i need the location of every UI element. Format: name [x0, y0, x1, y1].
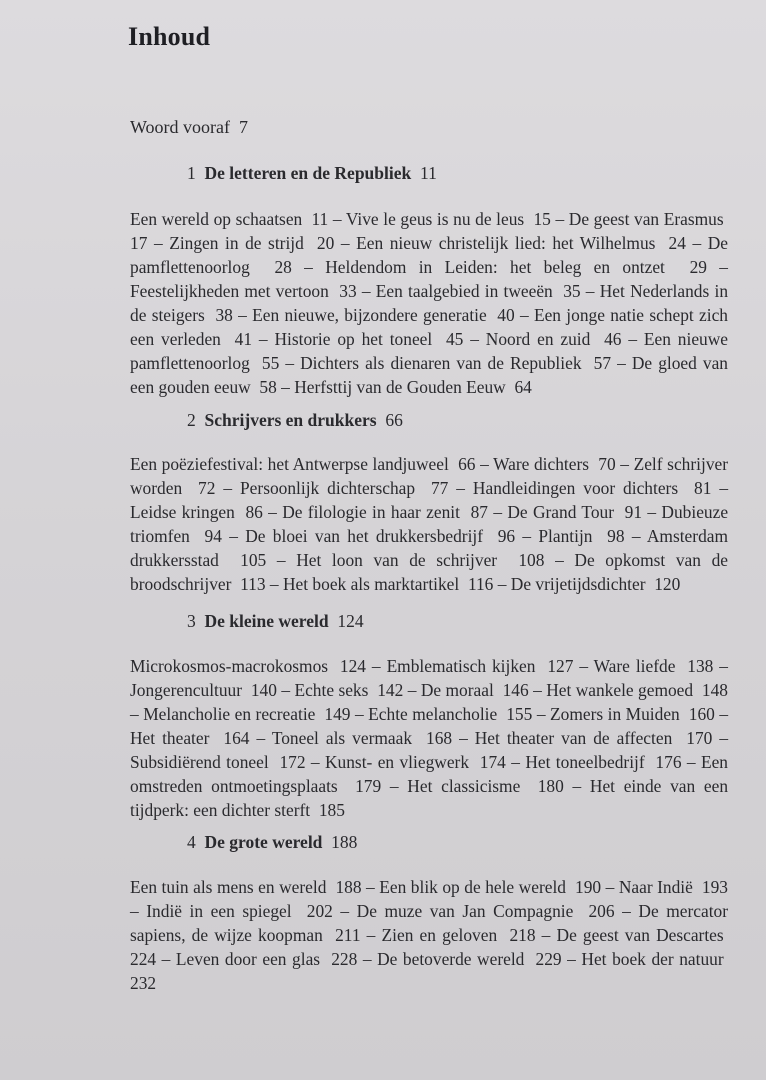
toc-entry-title: Een nieuwe pamflettenoorlog: [130, 329, 729, 373]
chapter-entries: Een tuin als mens en wereld 188 – Een blik op de hele wereld 190 – Naar Indië 193 – Indië in een spiegel 202 – De muze van Jan Compagnie 206 – De mercator sapiens, de wijze koopman 211 – Zien en geloven 218 – De geest van Descartes 224 – Leven door een glas 228 – De betoverde wereld 229 – Het boek der natuur 232: [130, 877, 729, 993]
toc-entry: [294, 377, 532, 397]
toc-entry: [357, 901, 615, 921]
toc-entry-page: 202: [306, 901, 333, 921]
toc-entry-title: De bloei van het drukkersbedrijf: [245, 526, 484, 546]
toc-entry-title: Heldendom in Leiden: het beleg en ontzet: [325, 257, 665, 277]
toc-entry-page: 81: [694, 478, 712, 498]
toc-entry-title: Een wereld op schaatsen: [130, 209, 303, 229]
chapter-number: 4: [187, 832, 196, 852]
toc-entry-title: Een nieuw christelijk lied: het Wilhelmus: [356, 233, 656, 253]
toc-entry: [272, 728, 452, 748]
toc-entry-title: Microkosmos-macrokosmos: [130, 656, 329, 676]
toc-entry: [594, 656, 714, 676]
chapter-number: 1: [187, 163, 196, 183]
toc-entry-title: De filologie in haar zenit: [282, 502, 460, 522]
toc-entry-page: 70: [598, 454, 616, 474]
toc-entry-page: 188: [335, 877, 362, 897]
toc-entry-title: De pamflettenoorlog: [130, 233, 729, 277]
toc-entry-title: Zelf schrijver worden: [130, 454, 729, 498]
chapter-page: 11: [420, 163, 437, 183]
toc-entry-page: 127: [547, 656, 574, 676]
toc-entry-page: 35: [563, 281, 581, 301]
toc-entry-page: 170: [686, 728, 713, 748]
foreword-entry: [130, 117, 248, 138]
chapter-heading: [187, 832, 357, 853]
toc-entry: [619, 877, 728, 897]
chapter-heading: [187, 611, 364, 632]
toc-entry-title: Toneel als vermaak: [271, 728, 413, 748]
toc-entry-title: Een taalgebied in tweeën: [375, 281, 553, 301]
toc-entry-page: 105: [240, 550, 267, 570]
toc-entry: [346, 209, 551, 229]
toc-entry-page: 87: [470, 502, 488, 522]
toc-entry-title: Zien en geloven: [381, 925, 498, 945]
toc-entry-title: Het classicisme: [407, 776, 521, 796]
toc-entry-page: 40: [497, 305, 515, 325]
toc-entry-title: Het loon van de schrijver: [296, 550, 498, 570]
toc-entry-page: 228: [331, 949, 358, 969]
toc-entry: [240, 478, 448, 498]
toc-entry-page: 11: [311, 209, 329, 229]
chapter-title: De letteren en de Republiek: [204, 163, 412, 183]
foreword-title: Woord vooraf: [130, 117, 231, 137]
toc-entry-title: Dubieuze triomfen: [130, 502, 729, 546]
toc-entry-page: 86: [245, 502, 263, 522]
toc-entry: [176, 949, 357, 969]
toc-entry-page: 66: [458, 454, 476, 474]
toc-entry-title: Ware dichters: [493, 454, 590, 474]
toc-entry-title: Ware liefde: [593, 656, 676, 676]
toc-entry-title: De Grand Tour: [507, 502, 615, 522]
toc-entry: [377, 949, 562, 969]
toc-entry-title: Indië in een spiegel: [146, 901, 292, 921]
toc-entry-title: De betoverde wereld: [377, 949, 525, 969]
toc-entry: [486, 329, 622, 349]
toc-entry: [130, 454, 475, 474]
toc-entry: [421, 680, 529, 700]
toc-entry-title: De gloed van een gouden eeuw: [130, 353, 729, 397]
toc-entry-page: 98: [607, 526, 625, 546]
toc-entry-page: 206: [588, 901, 615, 921]
toc-entry-title: Echte melancholie: [368, 704, 498, 724]
chapter-entries: Een poëziefestival: het Antwerpse landjuweel 66 – Ware dichters 70 – Zelf schrijver worden 72 – Persoonlijk dichterschap 77 – Handleidingen voor dichters 81 – Leidse kringen 86 – De filologie in haar zenit 87 – De Grand Tour 91 – Dubieuze triomfen 94 – De bloei van het drukkersbedrijf 96 – Plantijn 98 – Amsterdam drukkersstad 105 – Het loon van de schrijver 108 – De opkomst van de broodschrijver 113 – Het boek als marktartikel 116 – De vrijetijdsdichter 120: [130, 454, 729, 594]
toc-entry-title: Noord en zuid: [485, 329, 591, 349]
toc-entry-title: Feestelijkheden met vertoon: [130, 281, 329, 301]
toc-entry-title: Het Nederlands in de steigers: [130, 281, 729, 325]
chapter-entries: Microkosmos-macrokosmos 124 – Emblematisch kijken 127 – Ware liefde 138 – Jongerencultuur 140 – Echte seks 142 – De moraal 146 – Het wankele gemoed 148 – Melancholie en recreatie 149 – Echte melancholie 155 – Zomers in Muiden 160 – Het theater 164 – Toneel als vermaak 168 – Het theater van de affecten 170 – Subsidiërend toneel 172 – Kunst- en vliegwerk 174 – Het toneelbedrijf 176 – Een omstreden ontmoetingsplaats 179 – Het classicisme 180 – Het einde van een tijdperk: een dichter sterft 185: [130, 656, 729, 820]
toc-entry-title: Dichters als dienaren van de Republiek: [300, 353, 582, 373]
toc-entry-page: 138: [687, 656, 714, 676]
toc-entry-page: 17: [130, 233, 148, 253]
toc-entry: [525, 752, 681, 772]
toc-entry-title: Subsidiërend toneel: [130, 752, 269, 772]
toc-entry-page: 28: [274, 257, 292, 277]
toc-entry: [130, 281, 357, 301]
toc-entry: [475, 728, 713, 748]
toc-entry-title: Handleidingen voor dichters: [472, 478, 679, 498]
toc-entry-page: 120: [654, 574, 681, 594]
toc-entry: [274, 329, 463, 349]
toc-entry: [130, 680, 277, 700]
toc-entry-page: 91: [624, 502, 643, 522]
toc-entry-title: Een poëziefestival: het Antwerpse landjuweel: [130, 454, 449, 474]
toc-entry-page: 148: [701, 680, 728, 700]
chapter-heading: [187, 410, 403, 431]
toc-entry: [130, 728, 249, 748]
toc-entry-title: De mercator sapiens, de wijze koopman: [130, 901, 729, 945]
toc-entry: [300, 353, 611, 373]
chapter-heading: [187, 163, 437, 184]
toc-entry-page: 146: [502, 680, 529, 700]
toc-entry: [356, 233, 686, 253]
toc-entry: [245, 526, 515, 546]
toc-entry: [325, 257, 707, 277]
toc-entry-page: 108: [518, 550, 545, 570]
toc-entry-title: Emblematisch kijken: [386, 656, 536, 676]
toc-entry: [282, 502, 488, 522]
toc-entry-page: 176: [655, 752, 682, 772]
toc-entry: [538, 526, 624, 546]
toc-entry-title: Vive le geus is nu de leus: [345, 209, 525, 229]
toc-entry-page: 94: [204, 526, 222, 546]
toc-entry: [376, 281, 581, 301]
toc-entry-page: 174: [479, 752, 506, 772]
toc-entry-title: Een nieuwe, bijzondere generatie: [252, 305, 487, 325]
toc-entry-page: 142: [377, 680, 404, 700]
toc-entry-title: Het einde van een tijdperk: een dichter sterft: [130, 776, 729, 820]
toc-entry: [130, 656, 366, 676]
toc-entry-title: De moraal: [420, 680, 494, 700]
toc-entry: [252, 305, 515, 325]
toc-entry-page: 24: [668, 233, 686, 253]
toc-entry-page: 155: [506, 704, 533, 724]
toc-entry-page: 211: [335, 925, 361, 945]
toc-entry-page: 15: [533, 209, 551, 229]
chapter-page: 188: [331, 832, 358, 852]
toc-entry: [294, 680, 403, 700]
toc-entry-page: 224: [130, 949, 157, 969]
toc-entry-title: Het boek der natuur: [581, 949, 724, 969]
toc-entry: [130, 209, 328, 229]
toc-entry-page: 116: [467, 574, 494, 594]
page-title: Inhoud: [128, 22, 211, 51]
toc-entry: [283, 574, 493, 594]
toc-entry-title: Een jonge natie schept zich een verleden: [130, 305, 728, 349]
toc-entry-title: De vrijetijdsdichter: [510, 574, 646, 594]
toc-entry-title: Herfsttij van de Gouden Eeuw: [294, 377, 506, 397]
toc-entry: [407, 776, 564, 796]
toc-entry-page: 168: [426, 728, 453, 748]
toc-entry: [368, 704, 532, 724]
toc-entry-page: 113: [240, 574, 266, 594]
toc-entry-page: 64: [514, 377, 532, 397]
toc-entry-page: 55: [261, 353, 280, 373]
toc-entry-page: 72: [198, 478, 216, 498]
chapter-number: 3: [187, 611, 196, 631]
toc-entry-page: 33: [339, 281, 357, 301]
toc-entry-page: 96: [497, 526, 516, 546]
chapter-number: 2: [187, 410, 196, 430]
toc-entry-title: Het theater van de affecten: [474, 728, 673, 748]
toc-entry: [130, 502, 263, 522]
toc-entry-page: 46: [604, 329, 622, 349]
toc-entry-title: De opkomst van de broodschrijver: [130, 550, 728, 594]
toc-entry-page: 193: [701, 877, 728, 897]
toc-entry-page: 149: [324, 704, 351, 724]
chapter-title: De grote wereld: [204, 832, 323, 852]
toc-entry-title: Naar Indië: [618, 877, 693, 897]
chapter-entries: Een wereld op schaatsen 11 – Vive le geus is nu de leus 15 – De geest van Erasmus 17 – Zingen in de strijd 20 – Een nieuw christelijk lied: het Wilhelmus 24 – De pamflettenoorlog 28 – Heldendom in Leiden: het beleg en ontzet 29 – Feestelijkheden met vertoon 33 – Een taalgebied in tweeën 35 – Het Nederlands in de steigers 38 – Een nieuwe, bijzondere generatie 40 – Een jonge natie schept zich een verleden 41 – Historie op het toneel 45 – Noord en zuid 46 – Een nieuwe pamflettenoorlog 55 – Dichters als dienaren van de Republiek 57 – De gloed van een gouden eeuw 58 – Herfsttij van de Gouden Eeuw 64: [130, 209, 729, 397]
toc-entry-page: 20: [316, 233, 335, 253]
toc-entry-title: Plantijn: [538, 526, 593, 546]
toc-entry: [146, 901, 333, 921]
foreword-page: 7: [239, 117, 249, 137]
toc-entry: [546, 680, 728, 700]
toc-entry: [130, 877, 362, 897]
toc-entry-page: 45: [445, 329, 464, 349]
toc-entry-page: 229: [535, 949, 562, 969]
toc-entry-page: 160: [688, 704, 715, 724]
toc-entry-title: De geest van Descartes: [556, 925, 724, 945]
toc-entry: [169, 233, 334, 253]
toc-entry-page: 29: [689, 257, 707, 277]
toc-entry-title: Een omstreden ontmoetingsplaats: [130, 752, 729, 796]
toc-entry-title: Melancholie en recreatie: [143, 704, 316, 724]
toc-entry-page: 164: [223, 728, 250, 748]
toc-entry-title: Jongerencultuur: [130, 680, 243, 700]
toc-entry-page: 58: [259, 377, 277, 397]
toc-entry-title: Het theater: [130, 728, 210, 748]
toc-entry-title: Persoonlijk dichterschap: [240, 478, 416, 498]
toc-entry-title: Echte seks: [294, 680, 369, 700]
toc-entry-page: 140: [250, 680, 277, 700]
toc-entry-page: 172: [279, 752, 306, 772]
toc-entry-title: De muze van Jan Compagnie: [356, 901, 574, 921]
toc-entry: [382, 925, 536, 945]
toc-entry-title: Amsterdam drukkersstad: [130, 526, 729, 570]
toc-entry-page: 77: [430, 478, 449, 498]
toc-entry-page: 124: [339, 656, 366, 676]
toc-entry-title: Een tuin als mens en wereld: [130, 877, 327, 897]
toc-entry: [387, 656, 574, 676]
toc-entry-title: Zomers in Muiden: [550, 704, 680, 724]
toc-entry-title: De geest van Erasmus: [568, 209, 724, 229]
toc-entry-title: Het boek als marktartikel: [282, 574, 460, 594]
chapter-title: Schrijvers en drukkers: [204, 410, 377, 430]
toc-entry-title: Leidse kringen: [130, 502, 235, 522]
toc-entry: [493, 454, 616, 474]
toc-entry: [473, 478, 711, 498]
toc-entry-page: 180: [537, 776, 564, 796]
toc-entry-page: 190: [575, 877, 602, 897]
toc-entry: [130, 752, 306, 772]
toc-entry: [379, 877, 601, 897]
toc-entry-page: 218: [509, 925, 536, 945]
toc-entry-title: Het toneelbedrijf: [525, 752, 645, 772]
toc-entry: [143, 704, 350, 724]
toc-entry-title: Historie op het toneel: [274, 329, 433, 349]
toc-entry-title: Het wankele gemoed: [546, 680, 694, 700]
toc-entry-title: Leven door een glas: [175, 949, 321, 969]
chapter-page: 66: [385, 410, 403, 430]
toc-entry-title: Zingen in de strijd: [169, 233, 304, 253]
toc-entry-page: 41: [234, 329, 253, 349]
toc-entry-page: 232: [130, 973, 157, 993]
toc-entry: [325, 752, 506, 772]
toc-entry-title: Kunst- en vliegwerk: [324, 752, 470, 772]
chapter-title: De kleine wereld: [204, 611, 329, 631]
toc-entry: [550, 704, 715, 724]
toc-entry: [511, 574, 681, 594]
toc-entry-page: 185: [318, 800, 345, 820]
toc-entry: [296, 550, 544, 570]
toc-entry-page: 179: [355, 776, 382, 796]
toc-entry: [507, 502, 642, 522]
toc-entry-title: Een blik op de hele wereld: [379, 877, 566, 897]
chapter-page: 124: [337, 611, 364, 631]
toc-entry-page: 57: [593, 353, 612, 373]
toc-entry-page: 38: [215, 305, 233, 325]
